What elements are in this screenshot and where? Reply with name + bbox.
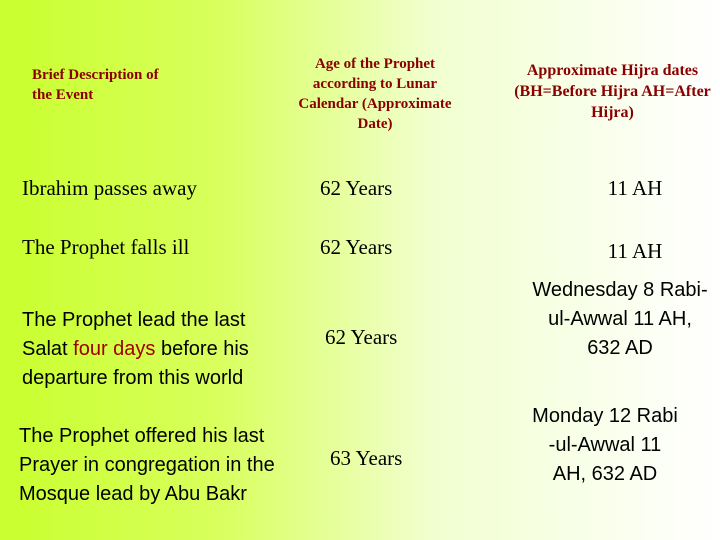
row-1-event: Ibrahim passes away	[22, 176, 197, 200]
row-4-date: Monday 12 Rabi -ul-Awwal 11 AH, 632 AD	[532, 405, 678, 485]
row-3-event	[22, 306, 284, 393]
row-3-event-text-before: The Prophet lead the last Salat	[22, 309, 246, 360]
row-1-age: 62 Years	[320, 176, 393, 200]
row-4-event: The Prophet offered his last Prayer in congregation in the Mosque lead by Abu Bakr	[19, 425, 275, 505]
row-3-age: 62 Years	[325, 325, 398, 349]
row-4-age: 63 Years	[330, 446, 403, 470]
row-3-date: Wednesday 8 Rabi-ul-Awwal 11 AH, 632 AD	[532, 279, 708, 359]
header-prophet-age: Age of the Prophet according to Lunar Calendar (Approximate Date)	[298, 56, 452, 132]
row-3-event-text-after: before his departure from this world	[22, 338, 249, 389]
row-2-event: The Prophet falls ill	[22, 235, 190, 259]
header-hijra-dates: Approximate Hijra dates (BH=Before Hijra AH=After Hijra)	[514, 62, 711, 121]
header-event-description: Brief Description of the Event	[32, 67, 159, 103]
row-1-date: 11 AH	[607, 176, 663, 200]
row-2-date: 11 AH	[607, 239, 663, 263]
row-3-event-highlight: four days	[73, 338, 156, 360]
row-2-age: 62 Years	[320, 235, 393, 259]
